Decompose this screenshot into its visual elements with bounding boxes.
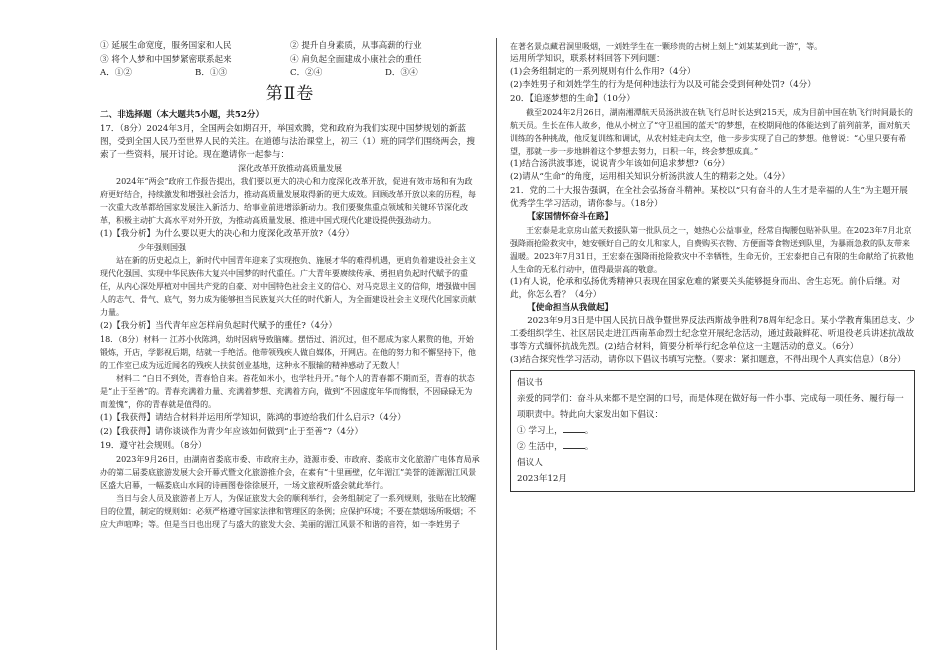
question-19-task: 运用所学知识，联系材料回答下列问题： [510, 54, 665, 64]
question-17-intro: 17．（8分）2024年3月，全国两会如期召开，举国欢腾，党和政府为我们实现中国梦规划的新蓝图，受到全国人民乃至世界人民的关注。在道德与法治课堂上，初三（1）班的同学们围绕两会，搜索了一些资料，展开讨论。现在邀请你一起参与： [100, 124, 476, 160]
material-2-text: 站在新的历史起点上，新时代中国青年迎来了实现抱负、施展才华的难得机遇，更肩负着建设社会主义现代化强国、实现中华民族伟大复兴中国梦的时代重任。广大青年要赓续传承、勇担肩负起时代赋予的重任，从内心深处厚植对中国共产党的自豪、对中国特色社会主义的信心、对马克思主义的信仰，增强做中国人的志气、骨气、底气，努力成为能够担当民族复兴大任的时代新人，为全面建设社会主义现代化国家贡献力量。 [100, 256, 476, 317]
question-21-3: (3)结合探究性学习活动，请你以下倡议书填写完整。（要求：紧扣题意，不得出现个人真实信息）（8分） [510, 355, 906, 365]
question-20-2: (2)请从“生命”的角度，运用相关知识分析汤洪波人生的精彩之处。（4分） [510, 172, 790, 182]
proposal-item-2-end: 。 [584, 442, 594, 452]
statement-2: ② 提升自身素质，从事高薪的行业 [290, 41, 422, 51]
question-19-1: (1)会务组制定的一系列规则有什么作用?（4分） [510, 67, 696, 77]
question-21-intro: 21．党的二十大报告强调，在全社会弘扬奋斗精神。某校以“只有奋斗的人生才是幸福的人生”为主题开展优秀学生学习活动，请你参与。（18分） [510, 186, 908, 209]
proposal-item-2 [517, 439, 908, 455]
answer-choice-d: D．③④ [385, 68, 418, 78]
question-18-2: (2)【我获得】请你谈谈作为青少年应该如何做到“止于至善”?（4分） [100, 427, 364, 437]
proposal-item-1-end: 。 [584, 426, 594, 436]
proposal-blank-2[interactable] [563, 439, 585, 449]
proposal-item-1-label: ① 学习上， [517, 426, 563, 436]
question-19-2: (2)李姓男子和刘姓学生的行为是何种违法行为以及可能会受到何种处罚?（4分） [510, 80, 816, 90]
question-21-material-1-text: 王宏泰是北京房山蓝天救援队第一批队员之一，她热心公益事业，经常自掏腰包贴补队里。在2023年7月北京强降雨抢险救灾中，她安顿好自己的女儿和家人，自费购买衣物、方便面等食物送到队里，为暴雨急救的队友带来温暖。2023年7月31日，王宏泰在强降雨抢险救灾中不幸牺牲，生命无价，王宏泰把自己有限的生命献给了抗救他人生命的无私行动中，值得最崇高的敬意。 [510, 226, 914, 274]
question-17-2: (2)【我分析】当代青年应怎样肩负起时代赋予的重任?（4分） [100, 321, 338, 331]
material-1-text: 2024年“两会”政府工作报告提出，我们要以更大的决心和力度深化改革开放，促进有效市场和有为政府更好结合，持续激发和增强社会活力，推动高质量发展取得新的更大成效。回顾改革开放以来的历程，每一次重大改革都给国家发展注入新活力、给事业前进增添新动力。我们要聚焦重点领域和关键环节深化改革，积极主动扩大高水平对外开放，为推动高质量发展、推进中国式现代化建设提供强劲动力。 [100, 177, 476, 225]
proposal-greeting: 亲爱的同学们：奋斗从来都不是空洞的口号，而是体现在做好每一件小事、完成每一项任务、履行每一项职责中。特此向大家发出如下倡议： [517, 394, 904, 420]
proposal-item-2-label: ② 生活中， [517, 442, 563, 452]
proposal-title: 倡议书 [517, 378, 543, 388]
question-20-intro: 20．【追逐梦想的生命】（10分） [510, 94, 635, 104]
material-1-title: 深化改革开放推动高质量发展 [238, 164, 342, 173]
material-2-title: 少年强则国强 [138, 243, 186, 252]
proposal-item-1 [517, 423, 908, 439]
question-21-material-2-text: 2023年9月3日是中国人民抗日战争暨世界反法西斯战争胜利78周年纪念日。某小学教育集团总支、少工委组织学生、社区居民走进江西南革命烈士纪念堂开展纪念活动，通过鼓敲鲜花、听退役老兵讲述抗战故事等方式缅怀抗战先烈。(2)结合材料，简要分析举行纪念单位这一主题活动的意义。（6分） [510, 316, 915, 352]
section-title: 二、非选择题（本大题共5小题，共52分） [100, 110, 265, 120]
question-17-1: (1)【我分析】为什么要以更大的决心和力度深化改革开放?（4分） [100, 229, 355, 239]
question-18-material-2: 材料二 “白日不到处，青春恰自来。苔花如米小，也学牡丹开。”每个人的青春都不期而至，青春的状态是“止于至善”的。青春充满着力量、充满着梦想、充满着方向，做到“不因虚度年华而悔恨，不因碌碌无为而羞愧”，你的青春就是值得的。 [100, 374, 475, 409]
proposal-date: 2023年12月 [517, 474, 567, 484]
question-19-text-1: 2023年9月26日，由湖南省娄底市委、市政府主办，涟源市委、市政府、娄底市文化旅游广电体育局承办的第二届娄底旅游发展大会开幕式暨文化旅游推介会，在素有“十里画壁，亿年湄江”美誉的涟源湄江风景区盛大启幕，一幅娄底山水间的诗画图卷徐徐展开，一场文旅视听盛会就此举行。 [100, 455, 480, 490]
question-18-1: (1)【我获得】请结合材料并运用所学知识，陈鸿的事迹给我们什么启示?（4分） [100, 413, 406, 423]
proposal-box [510, 370, 915, 492]
question-20-text: 截至2024年2月26日，湖南湘潭航天员汤洪波在轨飞行总时长达到215天，成为目前中国在轨飞行时间最长的航天员。生长在伟人故乡，他从小树立了“守卫祖国的蓝天”的梦想，在校期间他的体能达到了前列前茅，面对航天训练的各种挑战，他反复训练和调试，从农村娃走向太空，他一步步实现了自己的梦想。他曾说：“心里只要有希望，那就一步一步地耕着这个梦想去努力，日积一年，终会梦想成真。” [510, 108, 913, 156]
question-19-intro: 19．遵守社会规则。（8分） [100, 441, 207, 451]
question-18-intro: 18．（8分）材料一 江苏小伙陈鸿，幼时因病导致脑瘫。摆悟过、消沉过，但不愿成为家人累赘的他，开始锻炼，开店，学影视后期，结就一手绝活。他带领残疾人做自媒体，开网店。在他的努力和不懈坚持下，他的工作室已成为远近闻名的残疾人扶贫创业基地，这种永不服输的精神感动了无数人！ [100, 335, 476, 370]
answer-choice-a: A．①② [100, 68, 132, 78]
question-19-continued: 在著名景点藏君洞里吸烟，一刘姓学生在一颗珍贵的古树上刻上“刘某某到此一游”，等。 [510, 42, 823, 51]
left-column [100, 40, 480, 531]
answer-choice-c: C．②④ [290, 68, 323, 78]
statement-3: ③ 将个人梦和中国梦紧密联系起来 [100, 55, 232, 65]
question-19-text-2: 当日与会人员及旅游者上万人，为保证旅发大会的顺利举行，会务组制定了一系列规则，张贴在比较醒目的位置，制定的规则如：必须严格遵守国家法律和管理区的条例；应保护环境；不要在禁烟场所吸烟；不应大声喧哗；等。但是当日也出现了与盛大的旅发大会、美丽的湄江风景不和谐的音符，如一李姓男子 [100, 494, 476, 529]
answer-choice-b: B．①③ [195, 68, 228, 78]
answer-choices [100, 67, 480, 80]
statement-1: ① 延展生命宽度，服务国家和人民 [100, 41, 232, 51]
proposal-signer: 倡议人 [517, 458, 543, 468]
choice-statements [100, 40, 480, 67]
right-column [510, 40, 915, 492]
question-21-1: (1)有人说，伦承和弘扬优秀精神只表现在国家危难的紧要关头能够挺身而出、舍生忘死。前仆后继。对此，你怎么看？（4分） [510, 277, 901, 300]
question-21-material-2-title: 【使命担当从我做起】 [527, 303, 614, 313]
statement-4: ④ 肩负起全面建成小康社会的重任 [290, 55, 422, 65]
proposal-blank-1[interactable] [563, 423, 585, 433]
volume-title: 第Ⅱ卷 [265, 84, 315, 104]
question-20-1: (1)结合汤洪波事迹，说说青少年该如何追求梦想?（6分） [510, 159, 730, 169]
column-divider [496, 38, 497, 650]
question-21-material-1-title: 【家国情怀奋斗在路】 [527, 212, 614, 222]
